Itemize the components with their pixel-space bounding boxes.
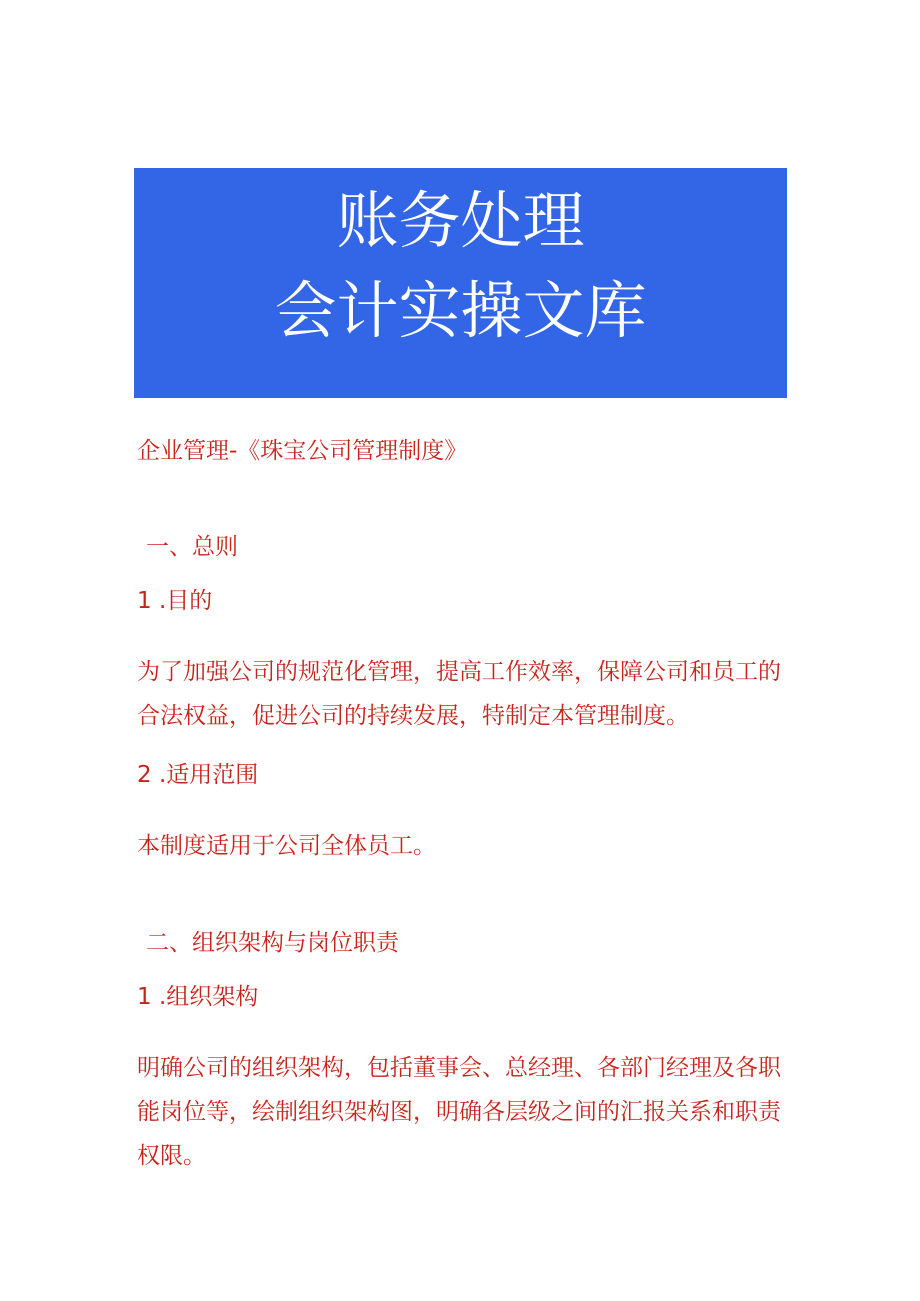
section-heading-general: 一、总则: [146, 534, 238, 560]
section-heading-organization: 二、组织架构与岗位职责: [146, 930, 399, 956]
banner-line-2: 会计实操文库: [274, 274, 647, 347]
item-label-purpose: 1 .目的: [137, 588, 213, 614]
banner-line-1: 账务处理: [336, 184, 585, 257]
item-label-scope: 2 .适用范围: [137, 762, 259, 788]
item-label-structure: 1 .组织架构: [137, 984, 259, 1010]
paragraph-purpose: 为了加强公司的规范化管理，提高工作效率，保障公司和员工的合法权益，促进公司的持续发展，特制定本管理制度。: [137, 659, 781, 729]
paragraph-structure: 明确公司的组织架构，包括董事会、总经理、各部门经理及各职能岗位等，绘制组织架构图，明确各层级之间的汇报关系和职责权限。: [137, 1055, 781, 1169]
document-title: 企业管理-《珠宝公司管理制度》: [137, 438, 468, 464]
paragraph-scope: 本制度适用于公司全体员工。: [137, 833, 436, 859]
